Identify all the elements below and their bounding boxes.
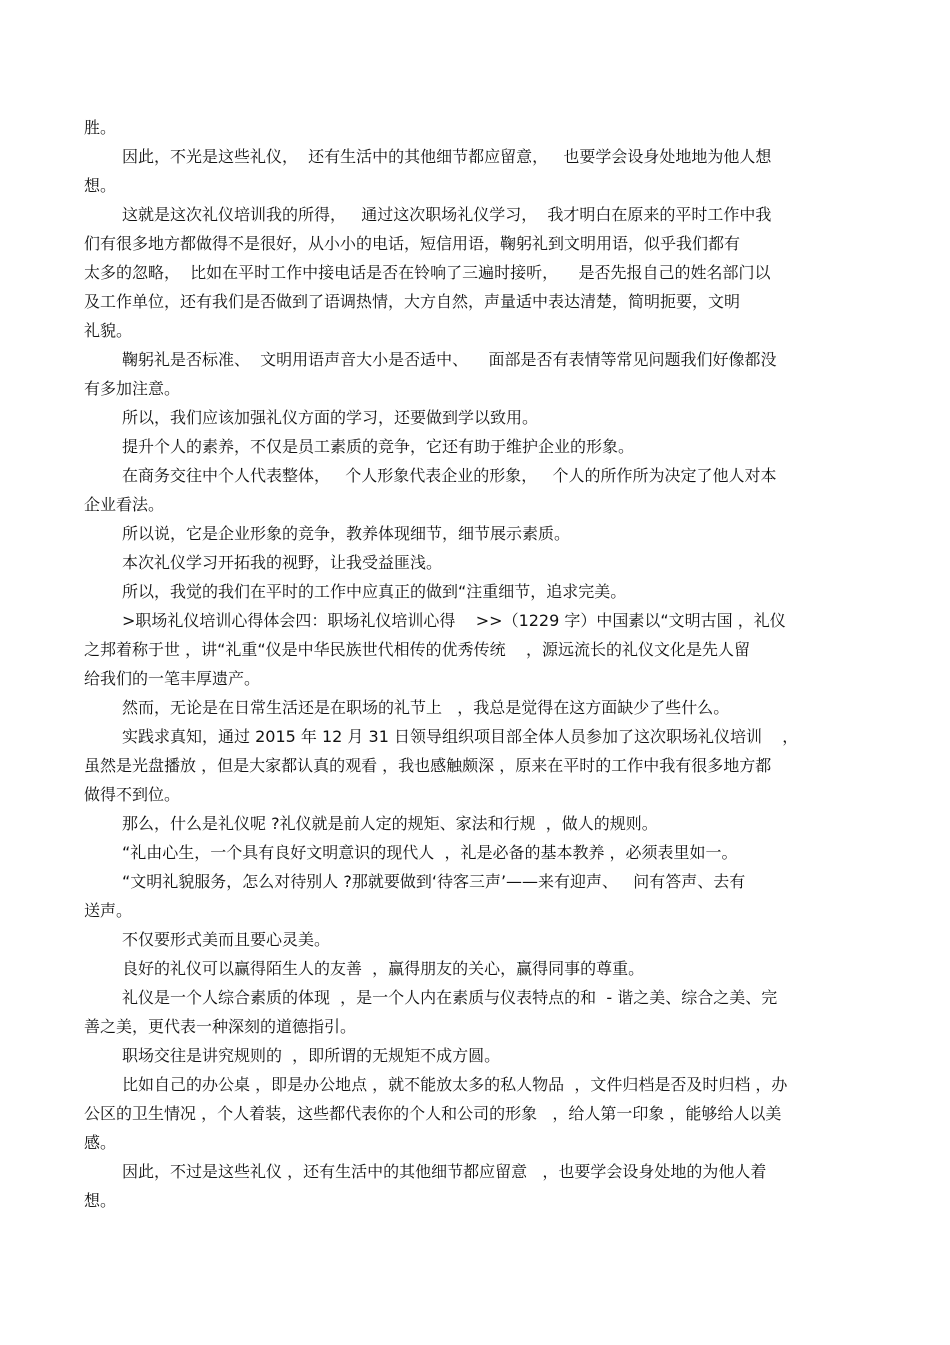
text-line: 在商务交往中个人代表整体， 个人形象代表企业的形象， 个人的所作所为决定了他人对本: [122, 466, 777, 485]
text-line: 有多加注意。: [84, 379, 181, 398]
text-line: 礼貌。: [84, 321, 133, 340]
text-line: 企业看法。: [84, 495, 165, 514]
text-line: 这就是这次礼仪培训我的所得， 通过这次职场礼仪学习， 我才明白在原来的平时工作中我: [122, 205, 772, 224]
text-line: 所以说，它是企业形象的竞争，教养体现细节，细节展示素质。: [122, 524, 571, 543]
text-line: 送声。: [84, 901, 133, 920]
text-line: 善之美，更代表一种深刻的道德指引。: [84, 1017, 357, 1036]
text-line: 之邦着称于世 ，讲“礼重“仪是中华民族世代相传的优秀传统 ，源远流长的礼仪文化是先人留: [84, 640, 751, 659]
text-line: 太多的忽略， 比如在平时工作中接电话是否在铃响了三遍时接听， 是否先报自己的姓名部门以: [84, 263, 771, 282]
text-line: 胜。: [84, 118, 117, 137]
text-line: 想。: [84, 1191, 117, 1210]
text-line: 想。: [84, 176, 117, 195]
body-text: [84, 113, 874, 1215]
text-line: 因此，不过是这些礼仪 ，还有生活中的其他细节都应留意 ，也要学会设身处地的为他人着: [122, 1162, 767, 1181]
text-line: “文明礼貌服务，怎么对待别人 ?那就要做到‘待客三声’——来有迎声、 问有答声、去有: [122, 872, 746, 891]
text-line: 本次礼仪学习开拓我的视野，让我受益匪浅。: [122, 553, 443, 572]
text-line: “礼由心生，一个具有良好文明意识的现代人 ，礼是必备的基本教养 ，必须表里如一。: [122, 843, 738, 862]
text-line: 鞠躬礼是否标准、 文明用语声音大小是否适中、 面部是否有表情等常见问题我们好像都没: [122, 350, 777, 369]
text-line: 及工作单位，还有我们是否做到了语调热情，大方自然，声量适中表达清楚，简明扼要，文明: [84, 292, 741, 311]
text-line: 做得不到位。: [84, 785, 181, 804]
text-line: 职场交往是讲究规则的 ，即所谓的无规矩不成方圆。: [122, 1046, 501, 1065]
text-line: 那么，什么是礼仪呢 ?礼仪就是前人定的规矩、家法和行规 ，做人的规则。: [122, 814, 658, 833]
text-line: 虽然是光盘播放 ，但是大家都认真的观看 ，我也感触颇深 ，原来在平时的工作中我有很多地方都: [84, 756, 772, 775]
text-line: 礼仪是一个人综合素质的体现 ，是一个人内在素质与仪表特点的和 - 谐之美、综合之美、完: [122, 988, 778, 1007]
text-line: 所以，我们应该加强礼仪方面的学习，还要做到学以致用。: [122, 408, 539, 427]
text-line: 给我们的一笔丰厚遗产。: [84, 669, 261, 688]
text-line: 所以，我觉的我们在平时的工作中应真正的做到“注重细节，追求完美。: [122, 582, 627, 601]
text-line: 公区的卫生情况 ，个人着装，这些都代表你的个人和公司的形象 ，给人第一印象 ，能够给人以美: [84, 1104, 782, 1123]
text-line: 因此，不光是这些礼仪， 还有生活中的其他细节都应留意， 也要学会设身处地地为他人想: [122, 147, 772, 166]
text-line: 然而，无论是在日常生活还是在职场的礼节上 ，我总是觉得在这方面缺少了些什么。: [122, 698, 730, 717]
text-line: 不仅要形式美而且要心灵美。: [122, 930, 331, 949]
text-line: >职场礼仪培训心得体会四：职场礼仪培训心得 >>（1229 字）中国素以“文明古国 ，礼仪: [122, 611, 786, 630]
text-line: 们有很多地方都做得不是很好，从小小的电话，短信用语，鞠躬礼到文明用语，似乎我们都有: [84, 234, 741, 253]
text-line: 良好的礼仪可以赢得陌生人的友善 ，赢得朋友的关心，赢得同事的尊重。: [122, 959, 645, 978]
text-line: 感。: [84, 1133, 117, 1152]
text-line: 比如自己的办公桌 ，即是办公地点 ，就不能放太多的私人物品 ，文件归档是否及时归档 ，办: [122, 1075, 788, 1094]
text-line: 实践求真知，通过 2015 年 12 月 31 日领导组织项目部全体人员参加了这次职场礼仪培训 ，: [122, 727, 799, 746]
text-line: 提升个人的素养，不仅是员工素质的竞争，它还有助于维护企业的形象。: [122, 437, 635, 456]
